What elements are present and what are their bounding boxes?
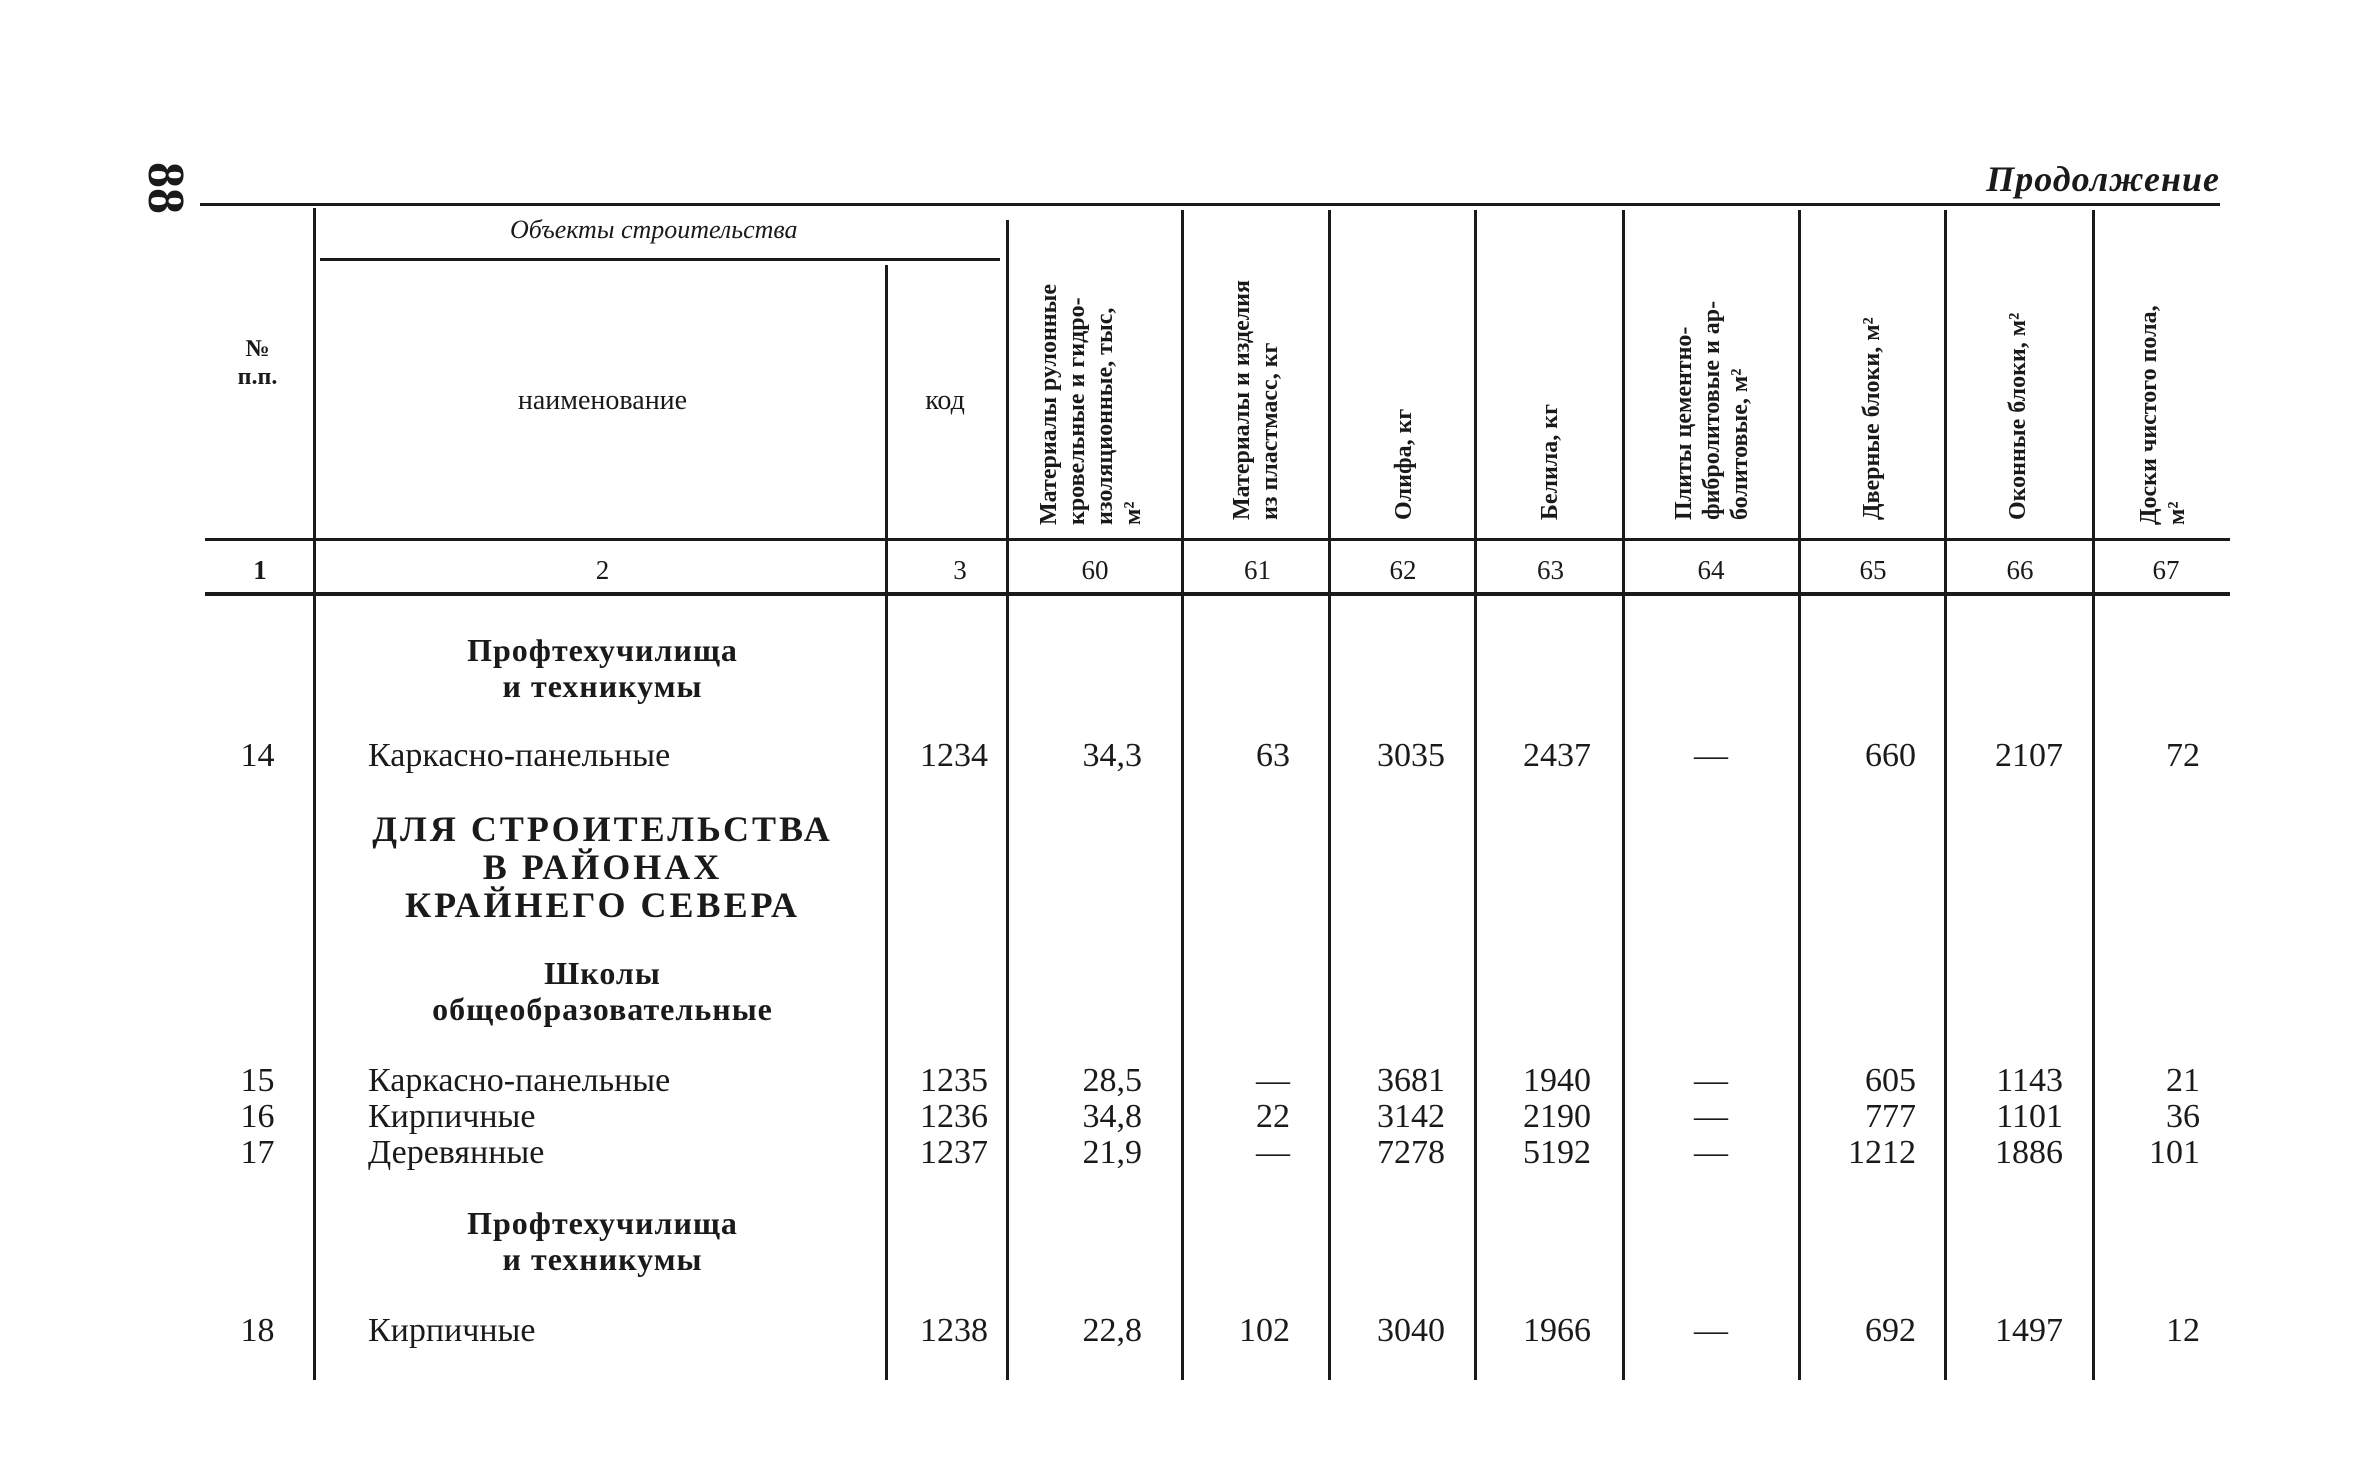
section-heading xyxy=(320,632,885,704)
colnum-3: 3 xyxy=(953,555,967,585)
row-name: Кирпичные xyxy=(368,1312,536,1349)
row-c63: 2437 xyxy=(1523,737,1591,774)
col60-header xyxy=(1035,284,1147,525)
col-no-abbr: п.п. xyxy=(237,364,278,390)
row-name: Каркасно-панельные xyxy=(368,737,671,774)
row-c60: 34,3 xyxy=(1082,737,1142,774)
col-no-symbol: № xyxy=(245,336,270,362)
col-rule-2 xyxy=(885,265,888,1380)
col-rule-7 xyxy=(1622,210,1625,1380)
col60-line: кровельные и гидро- xyxy=(1064,297,1090,525)
col61-line: из пластмасс, кг xyxy=(1257,342,1283,520)
row-no: 17 xyxy=(240,1134,275,1171)
col-rule-8 xyxy=(1798,210,1801,1380)
row-c60: 22,8 xyxy=(1082,1312,1142,1349)
row-no: 15 xyxy=(240,1062,275,1099)
row-c65: 660 xyxy=(1865,737,1916,774)
row-name: Каркасно-панельные xyxy=(368,1062,671,1099)
row-c65: 692 xyxy=(1865,1312,1916,1349)
colnum-67: 67 xyxy=(2152,555,2180,585)
col66-header: Оконные блоки, м² xyxy=(2005,312,2031,520)
section-line: и техникумы xyxy=(502,668,703,704)
col61-line: Материалы и изделия xyxy=(1229,280,1255,520)
col60-line: Материалы рулонные xyxy=(1036,283,1062,525)
colnum-66: 66 xyxy=(2006,555,2034,585)
row-c63: 2190 xyxy=(1523,1098,1591,1135)
col-no-header xyxy=(210,335,305,391)
row-code: 1237 xyxy=(920,1134,988,1171)
objects-group-rule xyxy=(320,258,1000,261)
row-code: 1236 xyxy=(920,1098,988,1135)
col64-line: фибролитовые и ар- xyxy=(1699,300,1725,520)
row-c64: — xyxy=(1694,1098,1728,1135)
col63-header: Белила, кг xyxy=(1537,403,1563,520)
row-c67: 21 xyxy=(2166,1062,2200,1099)
row-c64: — xyxy=(1694,737,1728,774)
row-c64: — xyxy=(1694,1134,1728,1171)
row-no: 14 xyxy=(240,737,275,774)
row-c67: 36 xyxy=(2166,1098,2200,1135)
row-c64: — xyxy=(1694,1312,1728,1349)
row-code: 1238 xyxy=(920,1312,988,1349)
col-rule-3 xyxy=(1006,220,1009,1380)
col-rule-6 xyxy=(1474,210,1477,1380)
colnum-63: 63 xyxy=(1537,555,1564,585)
row-c62: 7278 xyxy=(1377,1134,1445,1171)
row-c66: 1497 xyxy=(1995,1312,2063,1349)
section-line: Школы xyxy=(544,955,661,991)
row-c62: 3035 xyxy=(1377,737,1445,774)
section-line: общеобразовательные xyxy=(432,991,773,1027)
section-heading xyxy=(320,1205,885,1277)
header-bottom-rule xyxy=(205,538,2230,541)
row-c66: 2107 xyxy=(1995,737,2063,774)
row-c67: 12 xyxy=(2166,1312,2200,1349)
page-number: 88 xyxy=(137,162,194,214)
colnum-65: 65 xyxy=(1859,555,1887,585)
section-line: В РАЙОНАХ xyxy=(482,847,723,887)
colnum-62: 62 xyxy=(1389,555,1417,585)
row-c60: 34,8 xyxy=(1082,1098,1142,1135)
section-line: Профтехучилища xyxy=(467,1205,738,1241)
objects-group-header: Объекты строительства xyxy=(510,215,798,244)
colnum-60: 60 xyxy=(1081,555,1109,585)
row-code: 1235 xyxy=(920,1062,988,1099)
row-name: Деревянные xyxy=(368,1134,545,1171)
row-c66: 1886 xyxy=(1995,1134,2063,1171)
col62-header: Олифа, кг xyxy=(1391,408,1417,520)
colnum-64: 64 xyxy=(1697,555,1725,585)
col-rule-1 xyxy=(313,208,316,1380)
row-c65: 605 xyxy=(1865,1062,1916,1099)
row-code: 1234 xyxy=(920,737,988,774)
col64-line: болитовые, м² xyxy=(1727,368,1753,520)
row-c61: 102 xyxy=(1239,1312,1290,1349)
row-c65: 777 xyxy=(1865,1098,1916,1135)
colnum-1: 1 xyxy=(253,555,267,585)
row-c64: — xyxy=(1694,1062,1728,1099)
col-rule-5 xyxy=(1328,210,1331,1380)
row-c67: 101 xyxy=(2149,1134,2200,1171)
col-rule-4 xyxy=(1181,210,1184,1380)
col-rule-10 xyxy=(2092,210,2095,1380)
colnum-61: 61 xyxy=(1244,555,1271,585)
row-c62: 3142 xyxy=(1377,1098,1445,1135)
section-line: и техникумы xyxy=(502,1241,703,1277)
row-c60: 28,5 xyxy=(1082,1062,1142,1099)
row-c61: — xyxy=(1256,1134,1290,1171)
col60-line: м² xyxy=(1120,501,1146,525)
col67-header xyxy=(2135,305,2191,525)
row-c62: 3681 xyxy=(1377,1062,1445,1099)
row-c63: 5192 xyxy=(1523,1134,1591,1171)
col-name-header: наименование xyxy=(517,385,688,416)
row-c66: 1143 xyxy=(1996,1062,2063,1099)
col61-header xyxy=(1228,280,1284,520)
row-c66: 1101 xyxy=(1996,1098,2063,1135)
col67-line: Доски чистого пола, xyxy=(2136,305,2162,525)
col67-line: м² xyxy=(2164,501,2190,525)
row-name: Кирпичные xyxy=(368,1098,536,1135)
col-code-header: код xyxy=(925,385,965,416)
section-heading xyxy=(320,955,885,1027)
row-c61: 22 xyxy=(1256,1098,1290,1135)
section-line: Профтехучилища xyxy=(467,632,738,668)
section-line: ДЛЯ СТРОИТЕЛЬСТВА xyxy=(372,809,833,849)
section-heading xyxy=(320,810,885,924)
col60-line: изоляционные, тыс, xyxy=(1092,307,1118,525)
colnum-2: 2 xyxy=(595,555,610,585)
row-no: 18 xyxy=(240,1312,275,1349)
row-c61: — xyxy=(1256,1062,1290,1099)
colnum-bottom-rule xyxy=(205,592,2230,596)
col65-header: Дверные блоки, м² xyxy=(1859,317,1885,520)
continuation-label: Продолжение xyxy=(1986,159,2220,199)
col-rule-9 xyxy=(1944,210,1947,1380)
row-c65: 1212 xyxy=(1848,1134,1916,1171)
row-no: 16 xyxy=(240,1098,275,1135)
row-c63: 1966 xyxy=(1523,1312,1591,1349)
table-top-rule xyxy=(200,203,2220,206)
row-c63: 1940 xyxy=(1523,1062,1591,1099)
section-line: КРАЙНЕГО СЕВЕРА xyxy=(405,885,800,925)
row-c61: 63 xyxy=(1256,737,1290,774)
col64-header xyxy=(1670,301,1754,520)
col64-line: Плиты цементно- xyxy=(1671,326,1697,520)
row-c62: 3040 xyxy=(1377,1312,1445,1349)
row-c67: 72 xyxy=(2166,737,2200,774)
row-c60: 21,9 xyxy=(1082,1134,1142,1171)
